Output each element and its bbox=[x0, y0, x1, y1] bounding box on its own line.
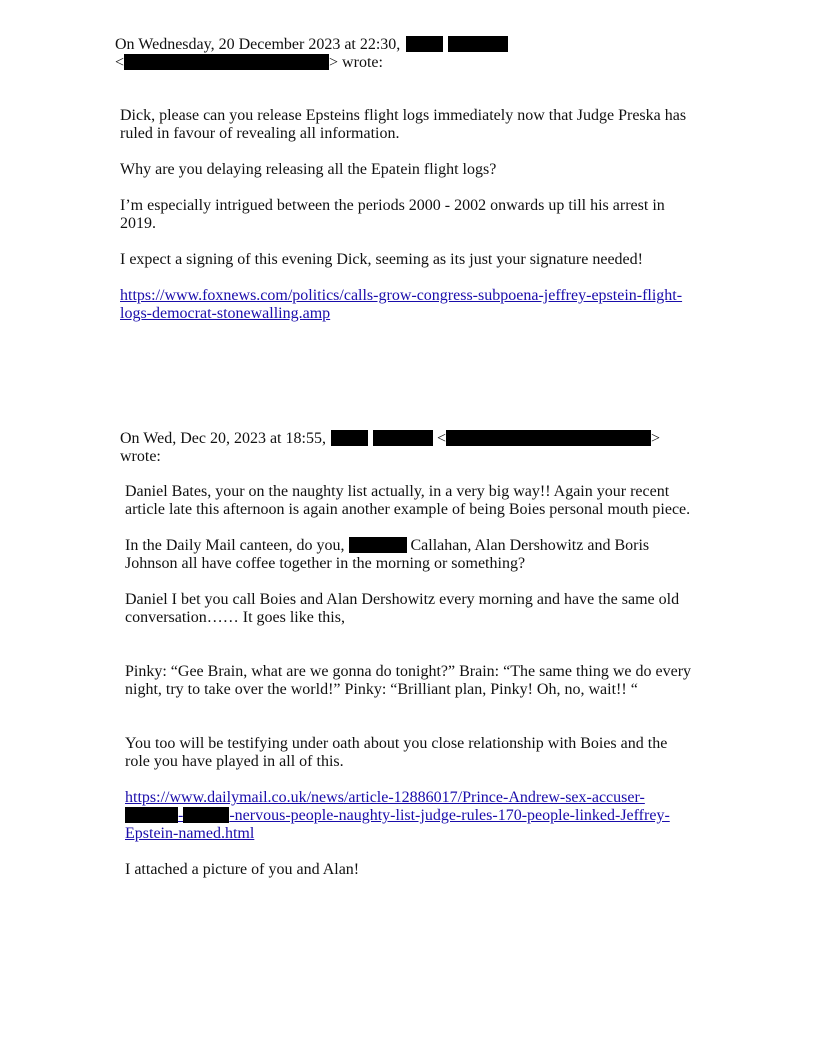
redaction-block bbox=[373, 430, 433, 446]
close-bracket: > bbox=[650, 430, 660, 447]
open-bracket: < bbox=[115, 54, 125, 71]
redaction-block bbox=[448, 36, 508, 52]
quoted-header-2 bbox=[120, 430, 660, 466]
foxnews-link-line-1[interactable]: https://www.foxnews.com/politics/calls-grow-congress-subpoena-jeffrey-epstein-flight- bbox=[120, 287, 683, 304]
email-body-2 bbox=[125, 483, 695, 897]
paragraph: Daniel Bates, your on the naughty list actually, in a very big way!! Again your recent article late this afternoon is again another example of being Boies personal mouth piece. bbox=[125, 483, 691, 518]
email-body-1 bbox=[120, 107, 700, 341]
dailymail-link[interactable] bbox=[125, 789, 695, 843]
redaction-block bbox=[406, 36, 443, 52]
paragraph-text: Callahan, Alan Dershowitz and Boris Johnson all have coffee together in the morning or something? bbox=[125, 537, 650, 572]
header-date-text: On Wednesday, 20 December 2023 at 22:30, bbox=[115, 36, 401, 53]
paragraph: Pinky: “Gee Brain, what are we gonna do tonight?” Brain: “The same thing we do every night, try to take over the world!” Pinky: “Brilliant plan, Pinky! Oh, no, wait!! “ bbox=[125, 663, 692, 698]
header-line-1 bbox=[120, 430, 660, 448]
quoted-header-1 bbox=[115, 36, 508, 72]
wrote-text: wrote: bbox=[120, 448, 161, 465]
paragraph: You too will be testifying under oath about you close relationship with Boies and the role you have played in all of this. bbox=[125, 735, 668, 770]
redaction-block bbox=[446, 430, 651, 446]
foxnews-link-line-2[interactable]: logs-democrat-stonewalling.amp bbox=[120, 305, 331, 322]
paragraph: Why are you delaying releasing all the Epatein flight logs? bbox=[120, 161, 497, 178]
redaction-block bbox=[183, 807, 229, 823]
dailymail-link-separator[interactable]: - bbox=[178, 807, 184, 824]
foxnews-link[interactable] bbox=[120, 287, 700, 323]
wrote-text: > wrote: bbox=[329, 54, 383, 71]
header-line-2 bbox=[120, 448, 660, 466]
spacer bbox=[125, 717, 695, 735]
dailymail-link-line-3[interactable]: Epstein-named.html bbox=[125, 825, 255, 842]
paragraph-text: In the Daily Mail canteen, do you, bbox=[125, 537, 345, 554]
header-line-2 bbox=[115, 54, 508, 72]
paragraph: Dick, please can you release Epsteins flight logs immediately now that Judge Preska has ruled in favour of revealing all information. bbox=[120, 107, 687, 142]
redaction-block bbox=[331, 430, 368, 446]
paragraph: I expect a signing of this evening Dick, seeming as its just your signature needed! bbox=[120, 251, 643, 268]
spacer bbox=[125, 645, 695, 663]
dailymail-link-line-1[interactable]: https://www.dailymail.co.uk/news/article-12886017/Prince-Andrew-sex-accuser- bbox=[125, 789, 645, 806]
header-date-text: On Wed, Dec 20, 2023 at 18:55, bbox=[120, 430, 326, 447]
paragraph: I’m especially intrigued between the periods 2000 - 2002 onwards up till his arrest in 2019. bbox=[120, 197, 665, 232]
open-bracket: < bbox=[436, 430, 446, 447]
paragraph: I attached a picture of you and Alan! bbox=[125, 861, 360, 878]
paragraph bbox=[125, 537, 695, 573]
redaction-block bbox=[124, 54, 329, 70]
header-line-1 bbox=[115, 36, 508, 54]
redaction-block bbox=[125, 807, 178, 823]
redaction-block bbox=[349, 537, 407, 553]
paragraph: Daniel I bet you call Boies and Alan Dershowitz every morning and have the same old conversation…… It goes like this, bbox=[125, 591, 680, 626]
dailymail-link-line-2[interactable]: -nervous-people-naughty-list-judge-rules-170-people-linked-Jeffrey- bbox=[229, 807, 670, 824]
